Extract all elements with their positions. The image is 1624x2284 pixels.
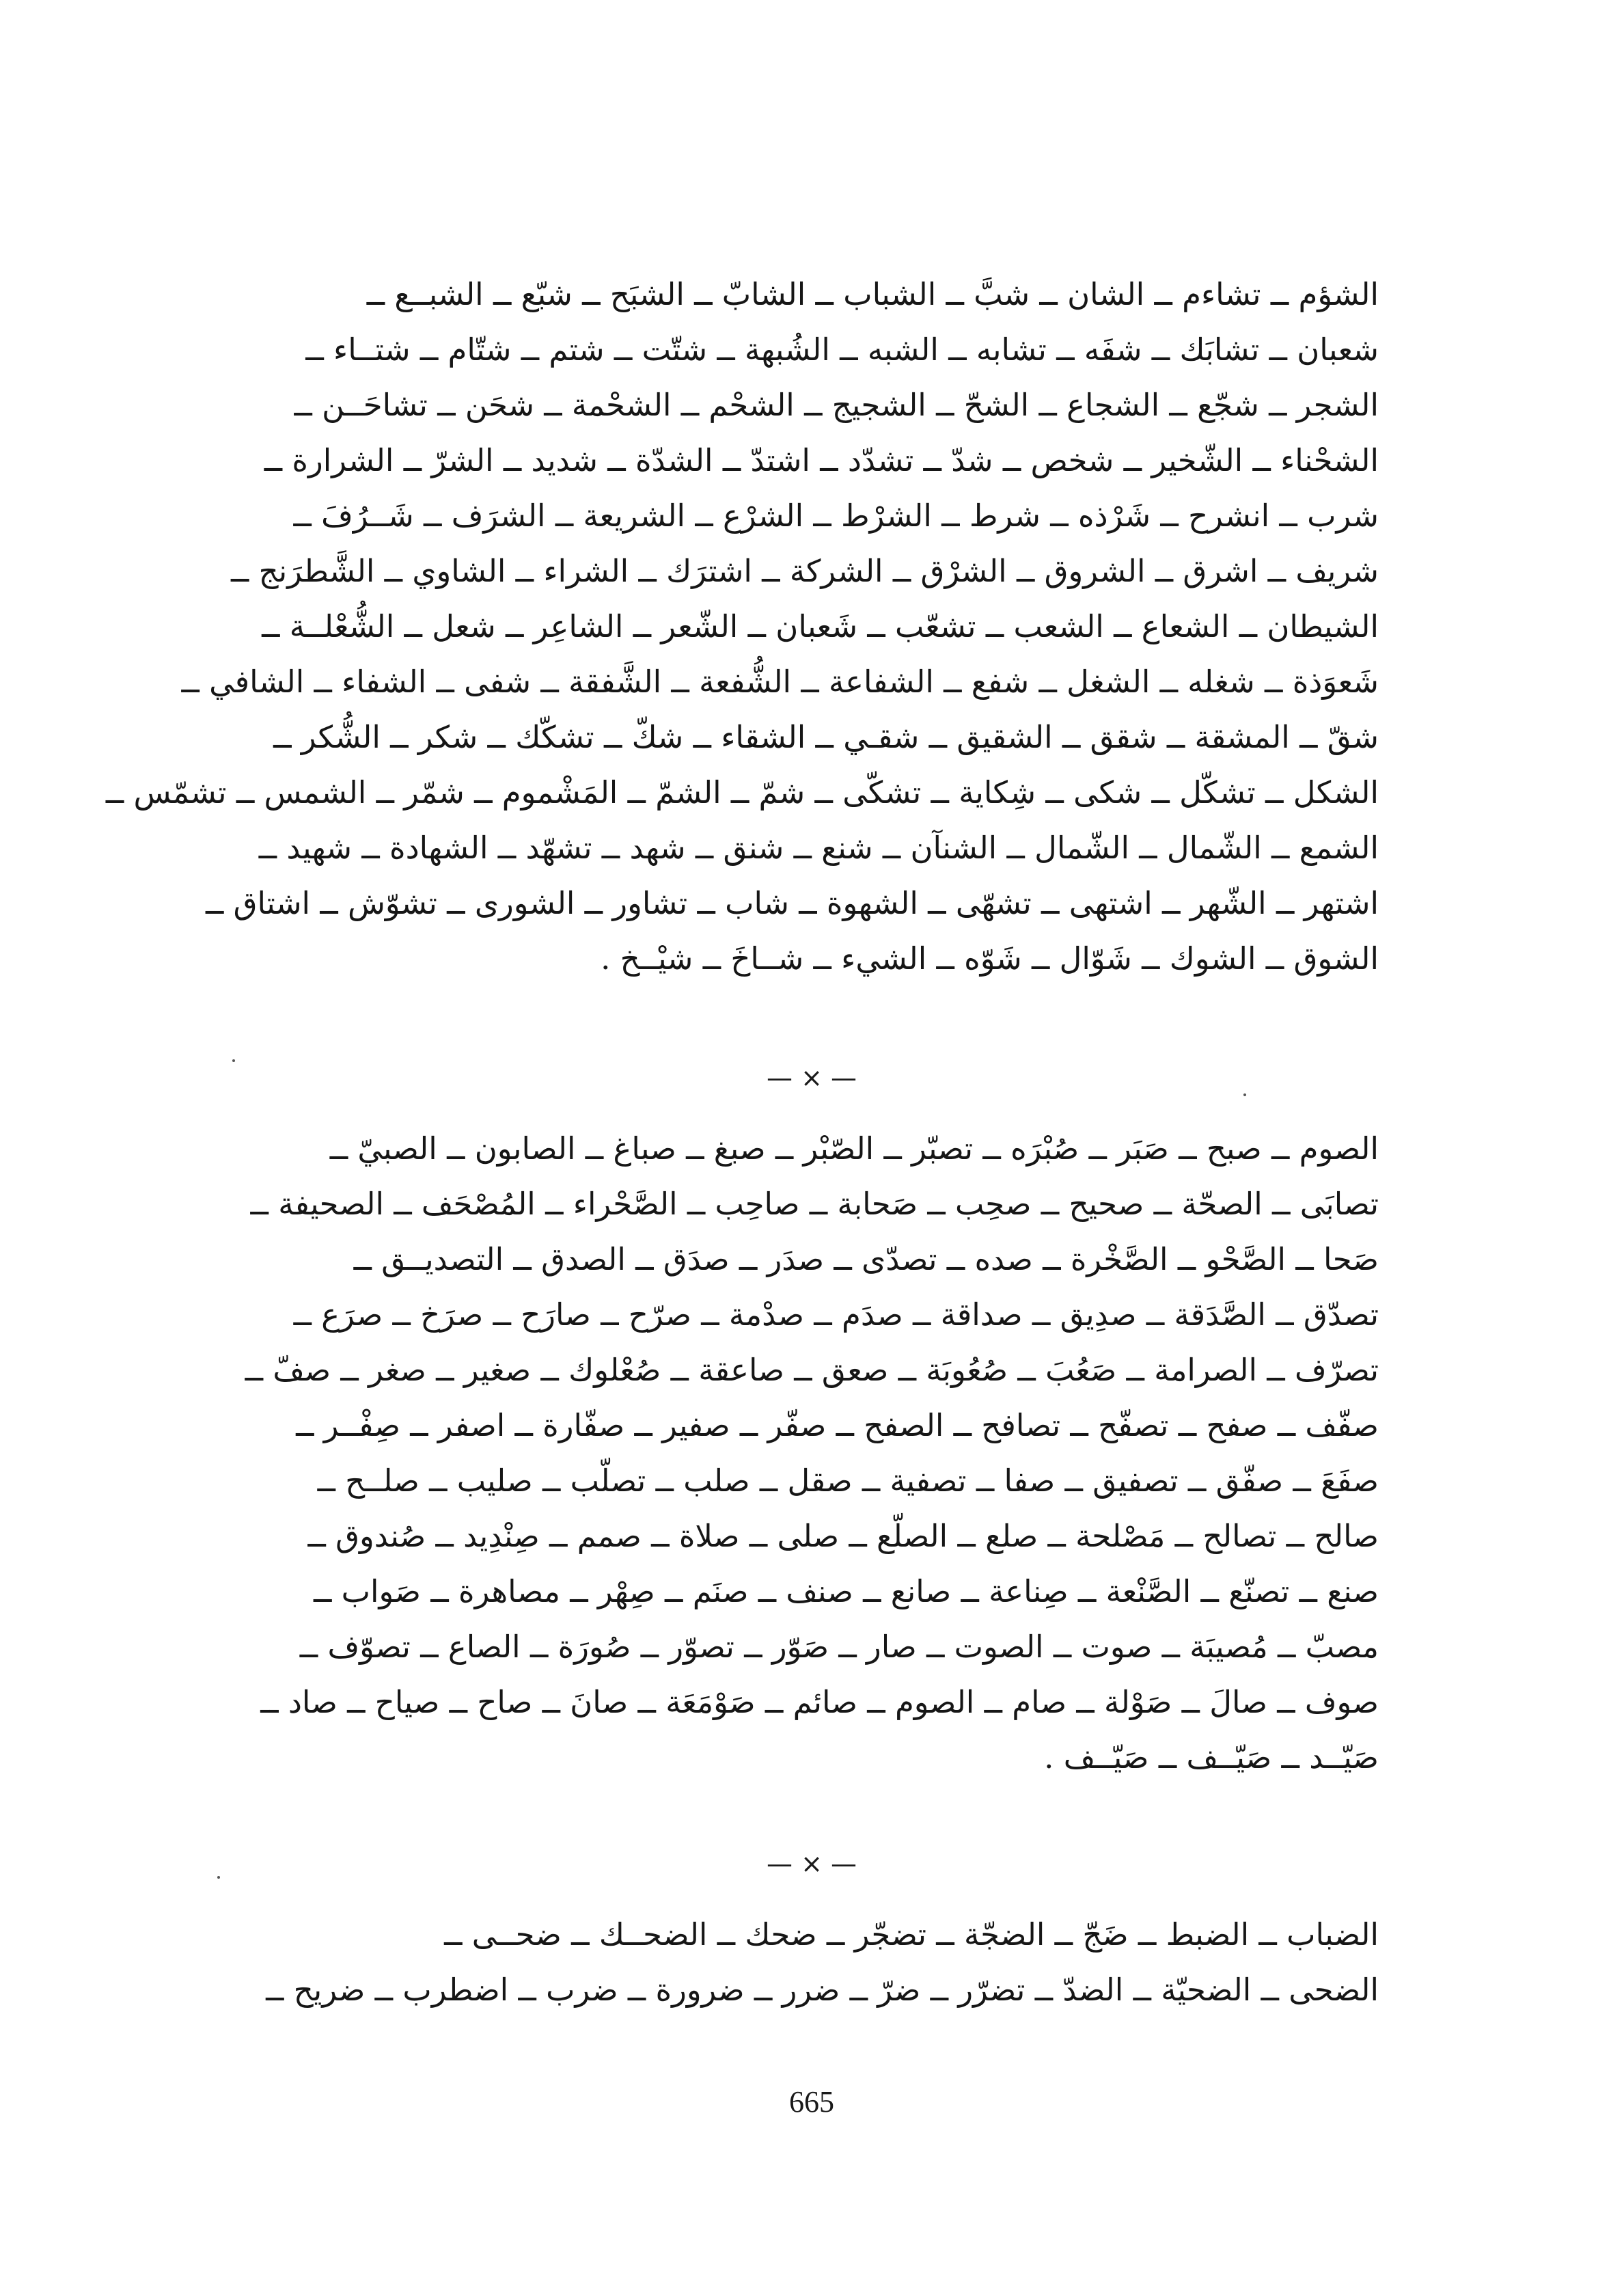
text-line: شعبان ــ تشابَك ــ شفَه ــ تشابه ــ الشبه ــ الشُبهة ــ شتّت ــ شتم ــ شتّام ــ شتــاء ــ [305, 331, 1379, 368]
section-separator: — × — [767, 1063, 857, 1093]
scan-speck [217, 1876, 220, 1879]
section-shin [105, 267, 1379, 986]
text-line: تصابَى ــ الصحّة ــ صحيح ــ صحِب ــ صَحابة ــ صاحِب ــ الصَّحْراء ــ المُصْحَف ــ الصحيفة ــ [250, 1186, 1379, 1222]
text-line: مصبّ ــ مُصيبَة ــ صوت ــ الصوت ــ صار ــ صَوّر ــ تصوّر ــ صُورَة ــ الصاع ــ تصوّف ــ [299, 1629, 1379, 1665]
text-line: الشجر ــ شجّع ــ الشجاع ــ الشحّ ــ الشجيج ــ الشحْم ــ الشحْمة ــ شحَن ــ تشاحَــن ــ [294, 387, 1379, 423]
text-line: الشؤم ــ تشاءم ــ الشان ــ شبَّ ــ الشباب ــ الشابّ ــ الشبَح ــ شبّع ــ الشبــع ــ [366, 276, 1379, 312]
text-line: صوف ــ صالَ ــ صَوْلة ــ صام ــ الصوم ــ صائم ــ صَوْمَعَة ــ صانَ ــ صاح ــ صياح ــ صاد ــ [260, 1684, 1379, 1720]
text-line: الصوم ــ صبح ــ صَبَر ــ صُبْرَه ــ تصبّر ــ الصّبْر ــ صبغ ــ صباغ ــ الصابون ــ الصبيّ ــ [329, 1130, 1379, 1167]
text-line: الضحى ــ الضحيّة ــ الضدّ ــ تضرّر ــ ضرّ ــ ضرر ــ ضرورة ــ ضرب ــ اضطرب ــ ضريح ــ [266, 1972, 1379, 2008]
text-line: تصرّف ــ الصرامة ــ صَعُبَ ــ صُعُوبَة ــ صعق ــ صاعقة ــ صُعْلوك ــ صغير ــ صغر ــ صفّ ــ [245, 1352, 1379, 1388]
text-line: الشوق ــ الشوك ــ شَوّال ــ شَوّه ــ الشيء ــ شــاخَ ــ شيْــخ . [601, 940, 1379, 977]
section-separator: — × — [767, 1849, 857, 1879]
text-line: شرب ــ انشرح ــ شَرْذه ــ شرط ــ الشرْط ــ الشرْع ــ الشريعة ــ الشرَف ــ شَــرُفَ ــ [293, 498, 1379, 534]
text-line: صَحا ــ الصَّحْو ــ الصَّخْرة ــ صده ــ تصدّى ــ صدَر ــ صدَق ــ الصدق ــ التصديــق ــ [353, 1241, 1379, 1277]
section-sad [245, 1121, 1379, 1785]
text-line: الشحْناء ــ الشّخير ــ شخص ــ شدّ ــ تشدّد ــ اشتدّ ــ الشدّة ــ شديد ــ الشرّ ــ الشرارة ــ [264, 442, 1379, 478]
text-line: صفّف ــ صفح ــ تصفّح ــ تصافح ــ الصفح ــ صفّر ــ صفير ــ صفّارة ــ اصفر ــ صِفْــر ــ [296, 1407, 1379, 1443]
text-line: تصدّق ــ الصَّدَقة ــ صدِيق ــ صداقة ــ صدَم ــ صدْمة ــ صرّح ــ صارَح ــ صرَخ ــ صرَع ــ [293, 1296, 1379, 1333]
scan-speck [232, 1059, 235, 1062]
scan-speck [1243, 1093, 1246, 1096]
text-line: الشمع ــ الشّمال ــ الشّمال ــ الشنآن ــ شنع ــ شنق ــ شهد ــ تشهّد ــ الشهادة ــ شهيد ــ [258, 830, 1379, 866]
text-line: الشكل ــ تشكّل ــ شكى ــ شِكاية ــ تشكّى ــ شمّ ــ الشمّ ــ المَشْموم ــ شمّر ــ الشمس ــ تشمّس ــ [105, 774, 1379, 811]
text-line: شَعوَذة ــ شغله ــ الشغل ــ شفع ــ الشفاعة ــ الشُّفعة ــ الشَّفقة ــ شفى ــ الشفاء ــ الشافي ــ [181, 664, 1379, 700]
text-line: شقّ ــ المشقة ــ شقق ــ الشقيق ــ شقـي ــ الشقاء ــ شكّ ــ تشكّك ــ شكر ــ الشُّكر ــ [273, 719, 1379, 755]
text-line: صفَعَ ــ صفّق ــ تصفيق ــ صفا ــ تصفية ــ صقل ــ صلب ــ تصلّب ــ صليب ــ صلــح ــ [317, 1463, 1379, 1499]
text-line: الشيطان ــ الشعاع ــ الشعب ــ تشعّب ــ شَعبان ــ الشّعر ــ الشاعِر ــ شعل ــ الشُّعْلــة ــ [262, 608, 1379, 644]
text-line: اشتهر ــ الشّهر ــ اشتهى ــ تشهّى ــ الشهوة ــ شاب ــ تشاور ــ الشورى ــ تشوّش ــ اشتاق ــ [205, 885, 1379, 921]
text-line: شريف ــ اشرق ــ الشروق ــ الشرْق ــ الشركة ــ اشترَك ــ الشراء ــ الشاوي ــ الشَّطرَنج ــ [231, 553, 1379, 589]
text-line: صالح ــ تصالح ــ مَصْلحة ــ صلع ــ الصلّع ــ صلى ــ صلاة ــ صمم ــ صِنْدِيد ــ صُندوق ــ [307, 1518, 1379, 1554]
text-line: الضباب ــ الضبط ــ ضَجّ ــ الضجّة ــ تضجّر ــ ضحك ــ الضحــك ــ ضحــى ــ [444, 1916, 1379, 1953]
text-line: صنع ــ تصنّع ــ الصَّنْعة ــ صِناعة ــ صانع ــ صنف ــ صنَم ــ صِهْر ــ مصاهرة ــ صَواب ــ [314, 1573, 1379, 1609]
page-number: 665 [789, 2085, 834, 2119]
section-dad [245, 1907, 1379, 2017]
text-line: صَيّــد ــ صَيّــف ــ صَيّــف . [1044, 1739, 1379, 1776]
